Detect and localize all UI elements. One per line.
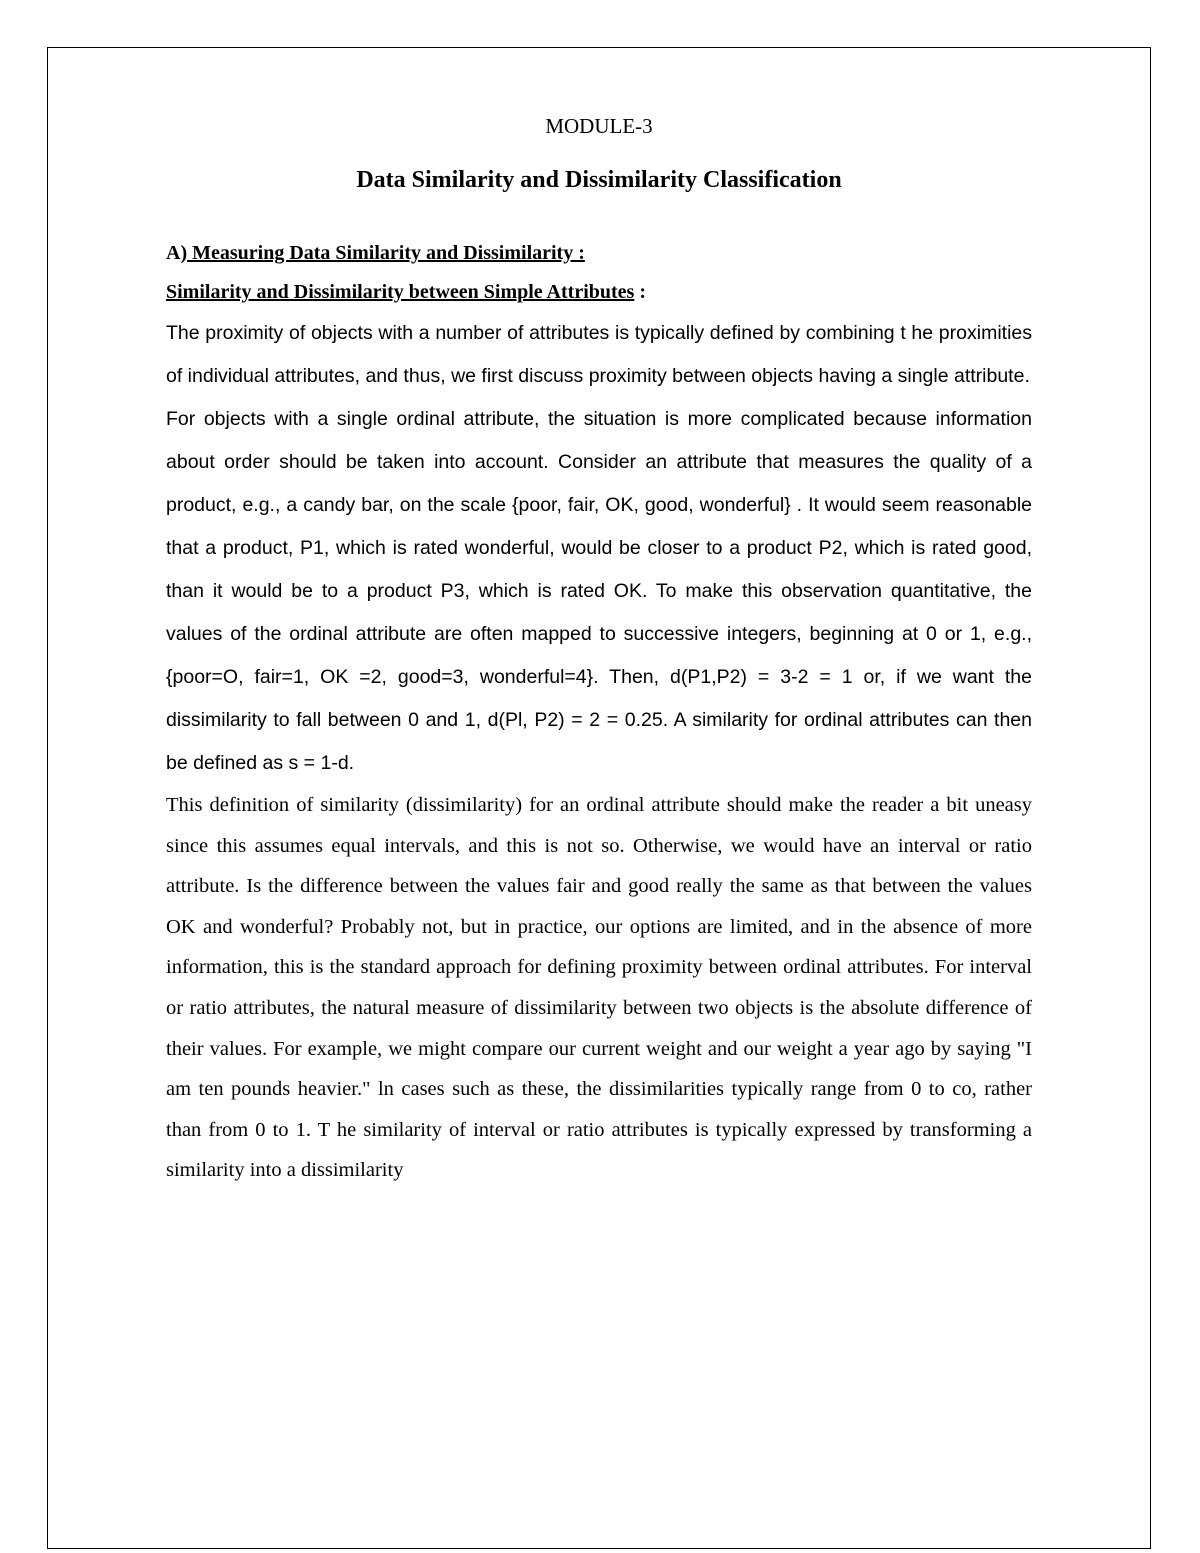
module-label: MODULE-3 [545, 114, 653, 138]
section-a-prefix: A) [166, 242, 188, 264]
paragraph-proximity: The proximity of objects with a number of attributes is typically defined by combining t he proximities of individual attributes, and thus, we first discuss proximity between objects having a single attribute. [166, 322, 1032, 387]
section-a-heading [166, 234, 1032, 272]
document-body [166, 108, 1032, 1191]
document-title: Data Similarity and Dissimilarity Classification [356, 167, 842, 193]
subheading-text: Similarity and Dissimilarity between Simple Attributes [166, 281, 635, 303]
section-a-title: Measuring Data Similarity and Dissimilarity : [187, 242, 585, 264]
subheading-suffix: : [634, 281, 646, 303]
subheading [166, 272, 1032, 312]
paragraph-interval: This definition of similarity (dissimilarity) for an ordinal attribute should make the reader a bit uneasy since this assumes equal intervals, and this is not so. Otherwise, we would have an interval or ratio attribute. Is the difference between the values fair and good really the same as that between the values OK and wonderful? Probably not, but in practice, our options are limited, and in the absence of more information, this is the standard approach for defining proximity between ordinal attributes. For interval or ratio attributes, the natural measure of dissimilarity between two objects is the absolute difference of their values. For example, we might compare our current weight and our weight a year ago by saying "I am ten pounds heavier." ln cases such as these, the dissimilarities typically range from 0 to co, rather than from 0 to 1. T he similarity of interval or ratio attributes is typically expressed by transforming a similarity into a dissimilarity [166, 794, 1032, 1182]
paragraph-ordinal: For objects with a single ordinal attribute, the situation is more complicated because information about order should be taken into account. Consider an attribute that measures the quality of a product, e.g., a candy bar, on the scale {poor, fair, OK, good, wonderful} . It would seem reasonable that a product, P1, which is rated wonderful, would be closer to a product P2, which is rated good, than it would be to a product P3, which is rated OK. To make this observation quantitative, the values of the ordinal attribute are often mapped to successive integers, beginning at 0 or 1, e.g., {poor=O, fair=1, OK =2, good=3, wonderful=4}. Then, d(P1,P2) = 3-2 = 1 or, if we want the dissimilarity to fall between 0 and 1, d(Pl, P2) = 2 = 0.25. A similarity for ordinal attributes can then be defined as s = 1-d. [166, 408, 1032, 774]
